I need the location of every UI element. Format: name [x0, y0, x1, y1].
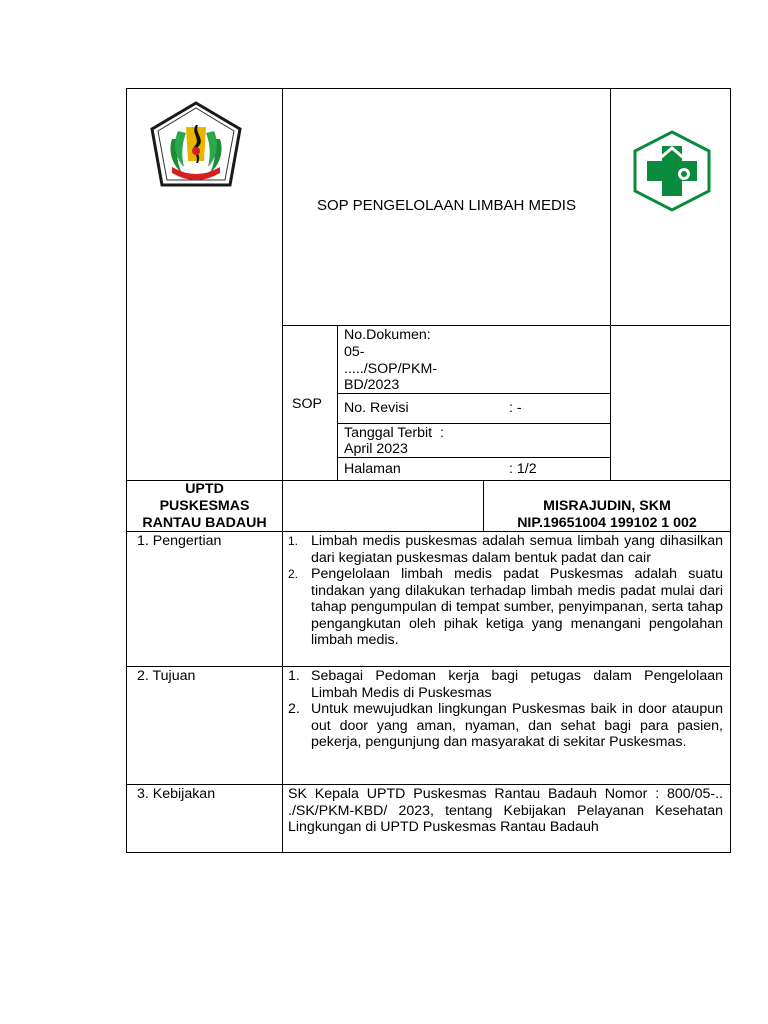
section-label-tujuan: 2. Tujuan — [137, 668, 196, 684]
list-item-text: Sebagai Pedoman kerja bagi petugas dalam Pengelolaan Limbah Medis di Puskesmas — [311, 668, 723, 701]
list-item-text: Untuk mewujudkan lingkungan Puskesmas baik in door ataupun out door yang aman, nyaman, dan sehat bagi para pasien, pekerja, pengunjung dan masyarakat di sekitar Puskesmas. — [311, 701, 723, 750]
grid-line — [610, 88, 611, 481]
no-revisi-label: No. Revisi — [344, 400, 409, 416]
org-name-line-1: UPTD — [185, 481, 224, 497]
section-content-kebijakan: SK Kepala UPTD Puskesmas Rantau Badauh Nomor : 800/05-.. ./SK/PKM-KBD/ 2023, tentang Kebijakan Pelayanan Kesehatan Lingkungan di UPTD Puskesmas Rantau Badauh — [288, 786, 723, 835]
sop-label: SOP — [292, 396, 322, 412]
org-name-line-3: RANTAU BADAUH — [142, 515, 267, 531]
document-title: SOP PENGELOLAAN LIMBAH MEDIS — [317, 197, 576, 214]
section-content-tujuan — [286, 668, 723, 751]
section-label-pengertian: 1. Pengertian — [137, 533, 222, 549]
grid-line — [337, 325, 338, 481]
halaman-value: : 1/2 — [509, 461, 537, 477]
no-dokumen-label: No.Dokumen: — [344, 327, 431, 343]
list-item-text: Pengelolaan limbah medis padat Puskesmas adalah suatu tindakan yang dilakukan terhadap limbah medis padat mulai dari tahap pengumpulan di tempat sumber, penyimpanan, serta tahap pengangkutan oleh pihak ketiga yang menangani pengolahan limbah medis. — [311, 566, 723, 648]
table-border-right — [730, 88, 731, 853]
grid-line — [337, 423, 611, 424]
list-item — [286, 566, 723, 649]
no-dokumen-line-3: BD/2023 — [344, 377, 400, 393]
table-border-left — [126, 88, 127, 853]
grid-line — [126, 784, 731, 785]
section-label-kebijakan: 3. Kebijakan — [137, 786, 216, 802]
tanggal-terbit-value: April 2023 — [344, 441, 408, 457]
list-item — [286, 701, 723, 751]
no-dokumen-line-2: ...../SOP/PKM- — [344, 361, 438, 377]
no-revisi-value: : - — [509, 400, 522, 416]
list-item-number: 1. — [288, 534, 299, 548]
signatory-nip: NIP.19651004 199102 1 002 — [517, 515, 697, 531]
tanggal-terbit-label: Tanggal Terbit : — [344, 425, 444, 441]
list-item-number: 2. — [288, 567, 299, 581]
grid-line — [282, 325, 731, 326]
list-item-number: 1. — [288, 668, 300, 684]
list-item — [286, 668, 723, 701]
no-dokumen-line-1: 05- — [344, 344, 365, 360]
section-content-pengertian — [286, 533, 723, 649]
list-item-text: Limbah medis puskesmas adalah semua limbah yang dihasilkan dari kegiatan puskesmas dalam bentuk padat dan cair — [311, 533, 723, 566]
regency-emblem-icon — [150, 101, 242, 187]
list-item-number: 2. — [288, 701, 300, 717]
signatory-name: MISRAJUDIN, SKM — [543, 498, 671, 514]
puskesmas-logo-icon — [632, 130, 712, 212]
table-border-top — [126, 88, 731, 89]
grid-line — [126, 666, 731, 667]
halaman-label: Halaman — [344, 461, 401, 477]
list-item — [286, 533, 723, 566]
table-border-bottom — [126, 852, 731, 853]
org-name-line-2: PUSKESMAS — [159, 498, 250, 514]
emblem-ribbon-text: SELIDAH — [185, 169, 207, 175]
